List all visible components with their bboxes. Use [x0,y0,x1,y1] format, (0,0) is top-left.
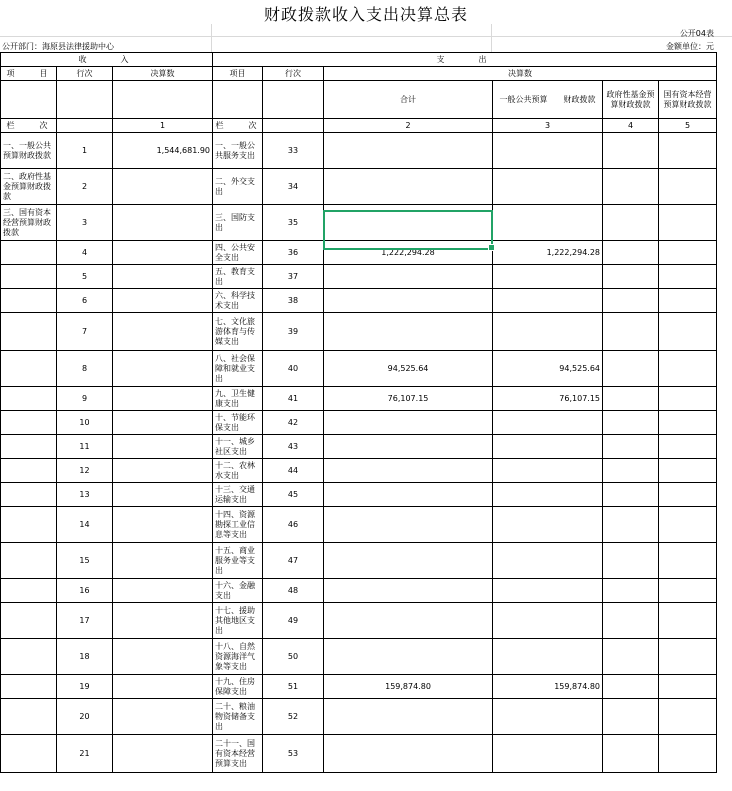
general-value-cell[interactable]: 76,107.15 [493,387,603,411]
state-capital-value-cell[interactable] [659,639,717,675]
income-rownum-cell[interactable]: 21 [57,735,113,773]
income-rownum-cell[interactable]: 20 [57,699,113,735]
gov-fund-value-cell[interactable] [603,205,659,241]
income-item-cell[interactable] [1,639,57,675]
header-row-2 [1,67,717,81]
general-value-cell[interactable] [493,411,603,435]
expense-rownum-cell[interactable]: 44 [263,459,324,483]
state-capital-value-cell[interactable] [659,699,717,735]
total-value-cell[interactable] [324,169,493,205]
table-row [1,543,717,579]
income-rownum-cell[interactable]: 18 [57,639,113,675]
gov-fund-value-cell[interactable] [603,169,659,205]
expense-rownum-cell[interactable]: 34 [263,169,324,205]
gov-fund-value-cell[interactable] [603,133,659,169]
table-row [1,507,717,543]
expense-item-cell[interactable]: 十六、金融支出 [213,579,263,603]
income-value-cell[interactable] [113,579,213,603]
income-item-cell[interactable] [1,459,57,483]
blank-cell[interactable] [263,119,324,133]
header-row-1 [1,53,717,67]
blank-cell[interactable] [57,81,113,119]
expense-item-cell[interactable]: 十二、农林水支出 [213,459,263,483]
gov-fund-value-cell[interactable] [603,351,659,387]
gov-fund-value-cell[interactable] [603,411,659,435]
income-item-cell[interactable] [1,313,57,351]
state-capital-value-cell[interactable] [659,675,717,699]
income-value-cell[interactable] [113,699,213,735]
income-rownum-cell[interactable]: 4 [57,241,113,265]
income-item-cell[interactable] [1,289,57,313]
income-value-cell[interactable] [113,241,213,265]
expense-item-cell[interactable]: 十九、住房保障支出 [213,675,263,699]
blank-cell[interactable] [57,119,113,133]
gov-fund-value-cell[interactable] [603,289,659,313]
expense-header[interactable]: 支 出 [213,53,717,67]
table-row [1,603,717,639]
column-number[interactable]: 1 [113,119,213,133]
total-value-cell[interactable] [324,289,493,313]
total-value-cell[interactable] [324,411,493,435]
income-rownum-cell[interactable]: 11 [57,435,113,459]
expense-rownum-cell[interactable]: 43 [263,435,324,459]
column-number-row [1,119,717,133]
income-rownum-cell[interactable]: 1 [57,133,113,169]
total-value-cell[interactable] [324,603,493,639]
expense-rownum-cell[interactable]: 47 [263,543,324,579]
expense-rownum-cell[interactable]: 39 [263,313,324,351]
state-capital-value-cell[interactable] [659,169,717,205]
blank-cell[interactable] [263,81,324,119]
state-capital-header[interactable]: 国有资本经营预算财政拨款 [659,81,717,119]
income-rownum-cell[interactable]: 10 [57,411,113,435]
income-rownum-cell[interactable]: 7 [57,313,113,351]
table-row [1,265,717,289]
expense-rownum-cell[interactable]: 35 [263,205,324,241]
state-capital-value-cell[interactable] [659,289,717,313]
expense-item-cell[interactable]: 六、科学技术支出 [213,289,263,313]
total-value-cell[interactable] [324,699,493,735]
expense-rownum-cell[interactable]: 51 [263,675,324,699]
sheet-gridline [0,36,732,37]
gov-fund-value-cell[interactable] [603,639,659,675]
general-value-cell[interactable] [493,579,603,603]
state-capital-value-cell[interactable] [659,205,717,241]
column-label[interactable]: 栏 次 [213,119,263,133]
income-value-cell[interactable] [113,675,213,699]
general-value-cell[interactable] [493,289,603,313]
income-item-cell[interactable]: 二、政府性基金预算财政拨款 [1,169,57,205]
income-header[interactable]: 收 入 [1,53,213,67]
income-rownum-cell[interactable]: 3 [57,205,113,241]
state-capital-value-cell[interactable] [659,579,717,603]
table-row [1,351,717,387]
table-row [1,313,717,351]
general-value-cell[interactable] [493,169,603,205]
income-item-cell[interactable] [1,699,57,735]
income-item-cell[interactable]: 三、国有资本经营预算财政拨款 [1,205,57,241]
income-rownum-cell[interactable]: 8 [57,351,113,387]
state-capital-value-cell[interactable] [659,435,717,459]
expense-item-cell[interactable]: 二十一、国有资本经营预算支出 [213,735,263,773]
state-capital-value-cell[interactable] [659,133,717,169]
total-value-cell[interactable] [324,205,493,241]
department-label: 公开部门：海原县法律援助中心 [2,42,114,51]
sheet-gridline [491,24,492,52]
gov-fund-value-cell[interactable] [603,387,659,411]
income-value-cell[interactable] [113,603,213,639]
gov-fund-value-cell[interactable] [603,459,659,483]
income-value-cell[interactable] [113,459,213,483]
expense-item-cell[interactable]: 十、节能环保支出 [213,411,263,435]
state-capital-value-cell[interactable] [659,507,717,543]
state-capital-value-cell[interactable] [659,351,717,387]
income-rownum-header[interactable]: 行次 [57,67,113,81]
income-item-cell[interactable] [1,265,57,289]
expense-item-cell[interactable]: 十七、援助其他地区支出 [213,603,263,639]
income-value-cell[interactable] [113,483,213,507]
general-value-cell[interactable] [493,205,603,241]
column-number[interactable]: 5 [659,119,717,133]
table-row [1,387,717,411]
general-value-cell[interactable] [493,265,603,289]
form-number: 公开04表 [679,29,714,38]
income-item-cell[interactable] [1,543,57,579]
income-item-cell[interactable] [1,351,57,387]
column-number[interactable]: 3 [493,119,603,133]
total-value-cell[interactable] [324,435,493,459]
expense-item-cell[interactable]: 二十、粮油物资储备支出 [213,699,263,735]
income-value-cell[interactable] [113,351,213,387]
total-value-cell[interactable]: 94,525.64 [324,351,493,387]
header-row-3 [1,81,717,119]
general-value-cell[interactable] [493,459,603,483]
table-row [1,579,717,603]
expense-rownum-cell[interactable]: 53 [263,735,324,773]
table-row [1,459,717,483]
income-item-cell[interactable] [1,387,57,411]
income-value-cell[interactable] [113,169,213,205]
column-label[interactable]: 栏 次 [1,119,57,133]
column-number[interactable]: 2 [324,119,493,133]
table-row [1,133,717,169]
gov-fund-value-cell[interactable] [603,699,659,735]
state-capital-value-cell[interactable] [659,735,717,773]
total-value-cell[interactable] [324,639,493,675]
income-rownum-cell[interactable]: 2 [57,169,113,205]
unit-label: 金额单位：元 [666,42,714,51]
gov-fund-value-cell[interactable] [603,507,659,543]
state-capital-value-cell[interactable] [659,603,717,639]
general-value-cell[interactable] [493,603,603,639]
income-value-cell[interactable] [113,205,213,241]
income-item-cell[interactable] [1,579,57,603]
report-title: 财政拨款收入支出决算总表 [263,5,468,24]
expense-rownum-cell[interactable]: 42 [263,411,324,435]
expense-item-cell[interactable]: 九、卫生健康支出 [213,387,263,411]
income-rownum-cell[interactable]: 19 [57,675,113,699]
gov-fund-value-cell[interactable] [603,675,659,699]
expense-rownum-cell[interactable]: 36 [263,241,324,265]
blank-cell[interactable] [213,81,263,119]
gov-fund-value-cell[interactable] [603,313,659,351]
income-value-cell[interactable] [113,411,213,435]
table-row [1,289,717,313]
gov-fund-value-cell[interactable] [603,735,659,773]
income-value-cell[interactable] [113,735,213,773]
income-item-cell[interactable] [1,435,57,459]
general-value-cell[interactable]: 159,874.80 [493,675,603,699]
income-rownum-cell[interactable]: 16 [57,579,113,603]
table-row [1,435,717,459]
expense-item-cell[interactable]: 八、社会保障和就业支出 [213,351,263,387]
total-value-cell[interactable] [324,459,493,483]
expense-item-cell[interactable]: 四、公共安全支出 [213,241,263,265]
income-rownum-cell[interactable]: 13 [57,483,113,507]
income-item-cell[interactable] [1,735,57,773]
income-rownum-cell[interactable]: 14 [57,507,113,543]
income-rownum-cell[interactable]: 9 [57,387,113,411]
gov-fund-value-cell[interactable] [603,579,659,603]
total-value-cell[interactable] [324,579,493,603]
income-value-cell[interactable] [113,265,213,289]
income-item-cell[interactable] [1,411,57,435]
income-item-cell[interactable] [1,483,57,507]
general-value-cell[interactable]: 94,525.64 [493,351,603,387]
table-row [1,241,717,265]
expense-item-cell[interactable]: 一、一般公共服务支出 [213,133,263,169]
income-rownum-cell[interactable]: 5 [57,265,113,289]
income-rownum-cell[interactable]: 17 [57,603,113,639]
expense-rownum-header[interactable]: 行次 [263,67,324,81]
state-capital-value-cell[interactable] [659,387,717,411]
expense-item-cell[interactable]: 十八、自然资源海洋气象等支出 [213,639,263,675]
income-item-cell[interactable] [1,507,57,543]
table-row [1,699,717,735]
column-number[interactable]: 4 [603,119,659,133]
general-value-cell[interactable] [493,639,603,675]
income-item-cell[interactable] [1,675,57,699]
expense-rownum-cell[interactable]: 46 [263,507,324,543]
income-value-cell[interactable]: 1,544,681.90 [113,133,213,169]
total-value-cell[interactable] [324,483,493,507]
expense-item-cell[interactable]: 二、外交支出 [213,169,263,205]
expense-item-cell[interactable]: 七、文化旅游体育与传媒支出 [213,313,263,351]
expense-rownum-cell[interactable]: 33 [263,133,324,169]
income-value-cell[interactable] [113,313,213,351]
total-value-cell[interactable]: 1,222,294.28 [324,241,493,265]
income-value-cell[interactable] [113,639,213,675]
income-item-cell[interactable]: 一、一般公共预算财政拨款 [1,133,57,169]
income-final-header[interactable]: 决算数 [113,67,213,81]
sheet-gridline [211,24,212,52]
income-rownum-cell[interactable]: 6 [57,289,113,313]
total-value-cell[interactable] [324,507,493,543]
general-value-cell[interactable] [493,699,603,735]
expense-item-cell[interactable]: 三、国防支出 [213,205,263,241]
total-header[interactable]: 合计 [324,81,493,119]
state-capital-value-cell[interactable] [659,313,717,351]
blank-cell[interactable] [1,81,57,119]
state-capital-value-cell[interactable] [659,411,717,435]
table-row [1,411,717,435]
gov-fund-value-cell[interactable] [603,603,659,639]
expense-rownum-cell[interactable]: 37 [263,265,324,289]
expense-rownum-cell[interactable]: 41 [263,387,324,411]
state-capital-value-cell[interactable] [659,459,717,483]
gov-fund-value-cell[interactable] [603,265,659,289]
expense-rownum-cell[interactable]: 50 [263,639,324,675]
fill-handle[interactable] [488,244,495,251]
gov-fund-value-cell[interactable] [603,435,659,459]
state-capital-value-cell[interactable] [659,265,717,289]
expense-rownum-cell[interactable]: 48 [263,579,324,603]
total-value-cell[interactable] [324,543,493,579]
state-capital-value-cell[interactable] [659,483,717,507]
income-item-cell[interactable] [1,603,57,639]
state-capital-value-cell[interactable] [659,241,717,265]
general-value-cell[interactable] [493,483,603,507]
expense-item-cell[interactable]: 十三、交通运输支出 [213,483,263,507]
expense-rownum-cell[interactable]: 49 [263,603,324,639]
table-row [1,205,717,241]
expense-final-header[interactable]: 决算数 [324,67,717,81]
general-value-cell[interactable] [493,313,603,351]
general-value-cell[interactable] [493,543,603,579]
expense-rownum-cell[interactable]: 52 [263,699,324,735]
gov-fund-value-cell[interactable] [603,483,659,507]
income-value-cell[interactable] [113,507,213,543]
general-value-cell[interactable] [493,735,603,773]
income-item-cell[interactable] [1,241,57,265]
expense-item-cell[interactable]: 十一、城乡社区支出 [213,435,263,459]
general-value-cell[interactable] [493,507,603,543]
total-value-cell[interactable] [324,133,493,169]
expense-item-header[interactable]: 项目 [213,67,263,81]
gov-fund-value-cell[interactable] [603,241,659,265]
blank-cell[interactable] [113,81,213,119]
general-value-cell[interactable]: 1,222,294.28 [493,241,603,265]
table-row [1,483,717,507]
total-value-cell[interactable]: 76,107.15 [324,387,493,411]
table-row [1,735,717,773]
general-budget-header[interactable]: 一般公共预算 财政拨款 [493,81,603,119]
table-row [1,675,717,699]
total-value-cell[interactable] [324,265,493,289]
gov-fund-value-cell[interactable] [603,543,659,579]
income-item-header[interactable]: 项 目 [1,67,57,81]
general-value-cell[interactable] [493,133,603,169]
income-value-cell[interactable] [113,289,213,313]
income-value-cell[interactable] [113,387,213,411]
total-value-cell[interactable] [324,313,493,351]
general-value-cell[interactable] [493,435,603,459]
gov-fund-header[interactable]: 政府性基金预算财政拨款 [603,81,659,119]
expense-item-cell[interactable]: 五、教育支出 [213,265,263,289]
state-capital-value-cell[interactable] [659,543,717,579]
expense-rownum-cell[interactable]: 45 [263,483,324,507]
total-value-cell[interactable]: 159,874.80 [324,675,493,699]
expense-rownum-cell[interactable]: 38 [263,289,324,313]
income-value-cell[interactable] [113,435,213,459]
expense-item-cell[interactable]: 十四、资源勘探工业信息等支出 [213,507,263,543]
income-rownum-cell[interactable]: 15 [57,543,113,579]
income-value-cell[interactable] [113,543,213,579]
total-value-cell[interactable] [324,735,493,773]
table-row [1,169,717,205]
budget-table [0,52,717,773]
income-rownum-cell[interactable]: 12 [57,459,113,483]
expense-rownum-cell[interactable]: 40 [263,351,324,387]
table-row [1,639,717,675]
expense-item-cell[interactable]: 十五、商业服务业等支出 [213,543,263,579]
